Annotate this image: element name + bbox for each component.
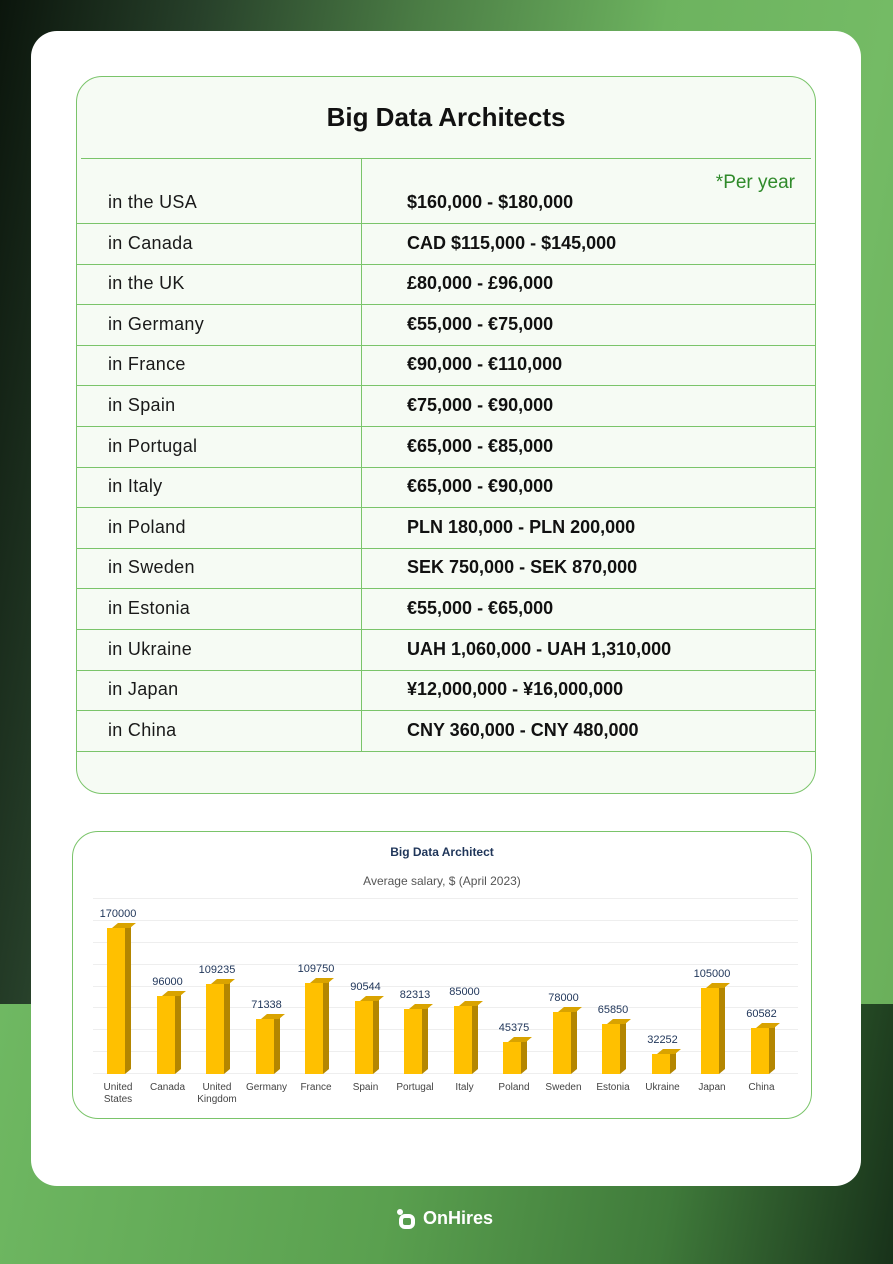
- bar-value-label: 96000: [152, 976, 183, 988]
- table-title: Big Data Architects: [81, 77, 811, 159]
- bar-value-label: 90544: [350, 981, 381, 993]
- country-cell: in France: [77, 346, 362, 386]
- bar: [291, 963, 341, 1074]
- salary-cell: UAH 1,060,000 - UAH 1,310,000: [407, 638, 672, 659]
- per-year-note: *Per year: [715, 172, 795, 193]
- table-row: [77, 671, 815, 712]
- country-cell: in Spain: [77, 386, 362, 426]
- bar: [539, 992, 589, 1074]
- chart-title: Big Data Architect: [390, 845, 494, 859]
- bar: [638, 1034, 688, 1074]
- x-axis-label: France: [300, 1082, 332, 1093]
- brand-logo: [397, 1208, 493, 1229]
- country-cell: in Portugal: [77, 427, 362, 467]
- x-axis-label: Ukraine: [645, 1082, 680, 1093]
- country-cell: in the UK: [77, 265, 362, 305]
- bar: [588, 1004, 638, 1074]
- bar-value-label: 65850: [597, 1004, 629, 1016]
- country-cell: in Germany: [77, 305, 362, 345]
- bar-value-label: 60582: [746, 1008, 777, 1020]
- x-axis-label: Spain: [352, 1082, 379, 1093]
- table-row: [77, 711, 815, 752]
- salary-cell: CAD $115,000 - $145,000: [407, 232, 617, 253]
- salary-cell: PLN 180,000 - PLN 200,000: [407, 516, 636, 537]
- bar: [687, 968, 737, 1074]
- country-cell: in China: [77, 711, 362, 751]
- chart-plot-area: [93, 899, 798, 1074]
- table-row: [77, 346, 815, 387]
- bar-value-label: 32252: [647, 1034, 678, 1046]
- table-row: [77, 630, 815, 671]
- table-row: [77, 549, 815, 590]
- bar: [737, 1008, 787, 1074]
- bar-value-label: 82313: [399, 989, 431, 1001]
- bar: [341, 981, 391, 1074]
- x-axis-label: United States: [103, 1082, 133, 1105]
- bar: [390, 989, 440, 1074]
- table-row: [77, 305, 815, 346]
- bar-value-label: 170000: [99, 908, 137, 920]
- country-cell: in Japan: [77, 671, 362, 711]
- x-axis-label: Poland: [498, 1082, 530, 1093]
- chart-x-axis: [93, 1082, 798, 1112]
- table-row: [77, 589, 815, 630]
- bar: [93, 908, 143, 1074]
- x-axis-label: Germany: [245, 1082, 288, 1093]
- x-axis-label: Portugal: [396, 1082, 434, 1093]
- salary-cell: €90,000 - €110,000: [407, 354, 563, 375]
- bar-value-label: 78000: [548, 992, 579, 1004]
- bar-value-label: 109750: [297, 963, 335, 975]
- country-cell: in Canada: [77, 224, 362, 264]
- gridline: [93, 942, 798, 943]
- salary-cell: €65,000 - €85,000: [407, 435, 554, 456]
- country-cell: in Estonia: [77, 589, 362, 629]
- bar-value-label: 105000: [693, 968, 731, 980]
- country-cell: in the USA: [77, 159, 362, 223]
- bar: [489, 1022, 539, 1074]
- x-axis-label: Sweden: [545, 1082, 582, 1093]
- country-cell: in Ukraine: [77, 630, 362, 670]
- bar-value-label: 109235: [198, 964, 236, 976]
- gridline: [93, 898, 798, 899]
- salary-cell: £80,000 - £96,000: [407, 273, 554, 294]
- onhires-logo-icon: [397, 1209, 417, 1229]
- table-row: [77, 265, 815, 306]
- salary-cell: CNY 360,000 - CNY 480,000: [407, 719, 639, 740]
- bar: [242, 999, 292, 1074]
- table-row: [77, 468, 815, 509]
- table-row: [77, 508, 815, 549]
- bar-value-label: 45375: [498, 1022, 530, 1034]
- content-card: [31, 31, 861, 1186]
- table-row: [77, 427, 815, 468]
- country-cell: in Italy: [77, 468, 362, 508]
- salary-cell: €55,000 - €75,000: [407, 313, 554, 334]
- country-cell: in Poland: [77, 508, 362, 548]
- table-row: [77, 159, 815, 224]
- brand-name: OnHires: [423, 1208, 494, 1228]
- salary-cell: €55,000 - €65,000: [407, 597, 554, 618]
- salary-chart: [72, 831, 812, 1119]
- gridline: [93, 920, 798, 921]
- bar: [143, 976, 193, 1074]
- table-row: [77, 386, 815, 427]
- salary-cell: €75,000 - €90,000: [407, 394, 554, 415]
- x-axis-label: China: [748, 1082, 775, 1093]
- bar: [192, 964, 242, 1074]
- bar-value-label: 71338: [251, 999, 282, 1011]
- salary-cell: $160,000 - $180,000: [407, 192, 574, 212]
- salary-cell: €65,000 - €90,000: [407, 476, 554, 497]
- x-axis-label: Estonia: [596, 1082, 630, 1093]
- bar: [440, 986, 490, 1074]
- salary-table: [76, 76, 816, 794]
- x-axis-label: Canada: [149, 1082, 186, 1093]
- x-axis-label: United Kingdom: [197, 1082, 237, 1105]
- table-row: [77, 224, 815, 265]
- salary-cell: SEK 750,000 - SEK 870,000: [407, 557, 638, 578]
- country-cell: in Sweden: [77, 549, 362, 589]
- bar-value-label: 85000: [449, 986, 480, 998]
- x-axis-label: Japan: [698, 1082, 726, 1093]
- chart-subtitle: Average salary, $ (April 2023): [363, 874, 521, 888]
- salary-cell: ¥12,000,000 - ¥16,000,000: [407, 679, 624, 700]
- x-axis-label: Italy: [455, 1082, 474, 1093]
- table-body: [77, 159, 815, 752]
